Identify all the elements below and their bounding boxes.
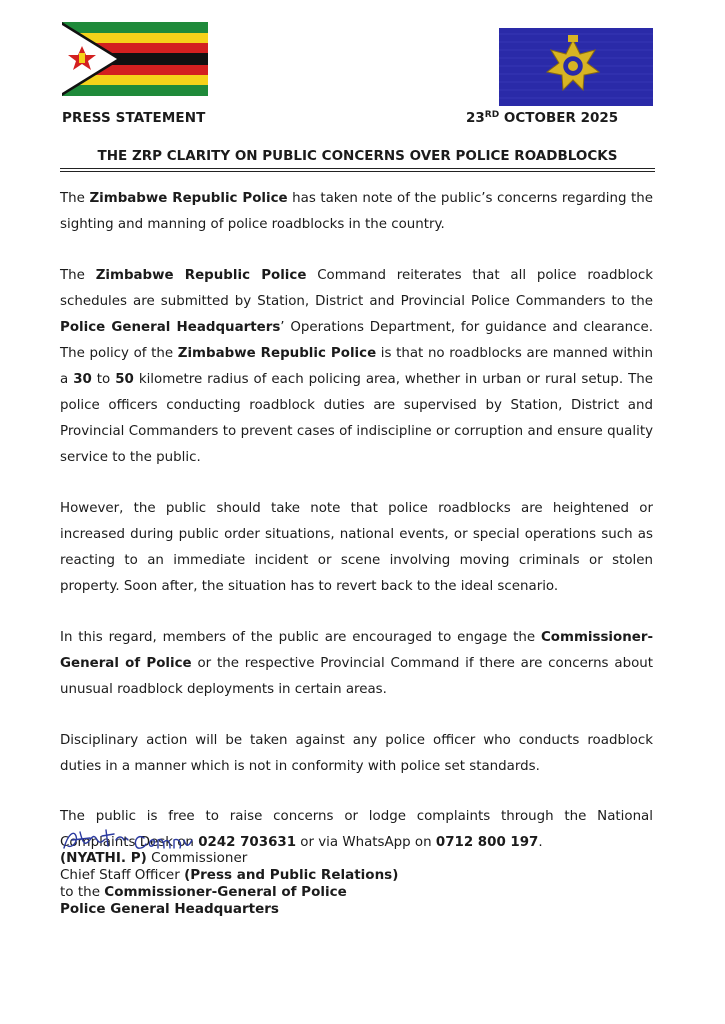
paragraph-3: However, the public should take note that police roadblocks are heightened or increased during public order situations, national events, or special operations such as reacting to an immediate incident or scene involving moving criminals or stolen property. Soon after, the situation has to revert back to the ideal scenario. xyxy=(60,501,653,594)
paragraph-4: In this regard, members of the public are encouraged to engage the Commissioner-General of Police or the respective Provincial Command if there are concerns about unusual roadblock deployments in certain areas. xyxy=(60,630,653,697)
zimbabwe-flag-icon xyxy=(62,22,208,96)
signatory-title-line: Chief Staff Officer (Press and Public Relations) xyxy=(60,867,399,883)
title-underline xyxy=(60,168,655,169)
paragraph-2: The Zimbabwe Republic Police Command reiterates that all police roadblock schedules are submitted by Station, District and Provincial Police Commanders to the Police General Headquarters’ Operations Department, for guidance and clearance. The policy of the Zimbabwe Republic Police is that no roadblocks are manned within a 30 to 50 kilometre radius of each policing area, whether in urban or rural setup. The police officers conducting roadblock duties are supervised by Station, District and Provincial Commanders to prevent cases of indiscipline or corruption and ensure quality service to the public. xyxy=(60,268,654,465)
press-statement-label: PRESS STATEMENT xyxy=(62,110,206,126)
signatory-hq-line: Police General Headquarters xyxy=(60,901,279,917)
title-underline-thin xyxy=(60,171,655,172)
paragraph-1: The Zimbabwe Republic Police has taken note of the public’s concerns regarding the sighting and manning of police roadblocks in the country. xyxy=(60,191,653,232)
signatory-name-line: (NYATHI. P) Commissioner xyxy=(60,850,248,866)
statement-title: THE ZRP CLARITY ON PUBLIC CONCERNS OVER POLICE ROADBLOCKS xyxy=(97,148,618,164)
paragraph-6: The public is free to raise concerns or lodge complaints through the National Complaints Desk on 0242 703631 or via WhatsApp on 0712 800 197. xyxy=(60,809,653,850)
police-emblem-icon xyxy=(499,28,653,106)
signatory-office-line: to the Commissioner-General of Police xyxy=(60,884,347,900)
signature-block xyxy=(60,822,440,942)
statement-date: 23RD OCTOBER 2025 xyxy=(466,110,619,126)
paragraph-5: Disciplinary action will be taken against any police officer who conducts roadblock duties in a manner which is not in conformity with police set standards. xyxy=(60,733,653,774)
statement-body xyxy=(60,186,653,881)
